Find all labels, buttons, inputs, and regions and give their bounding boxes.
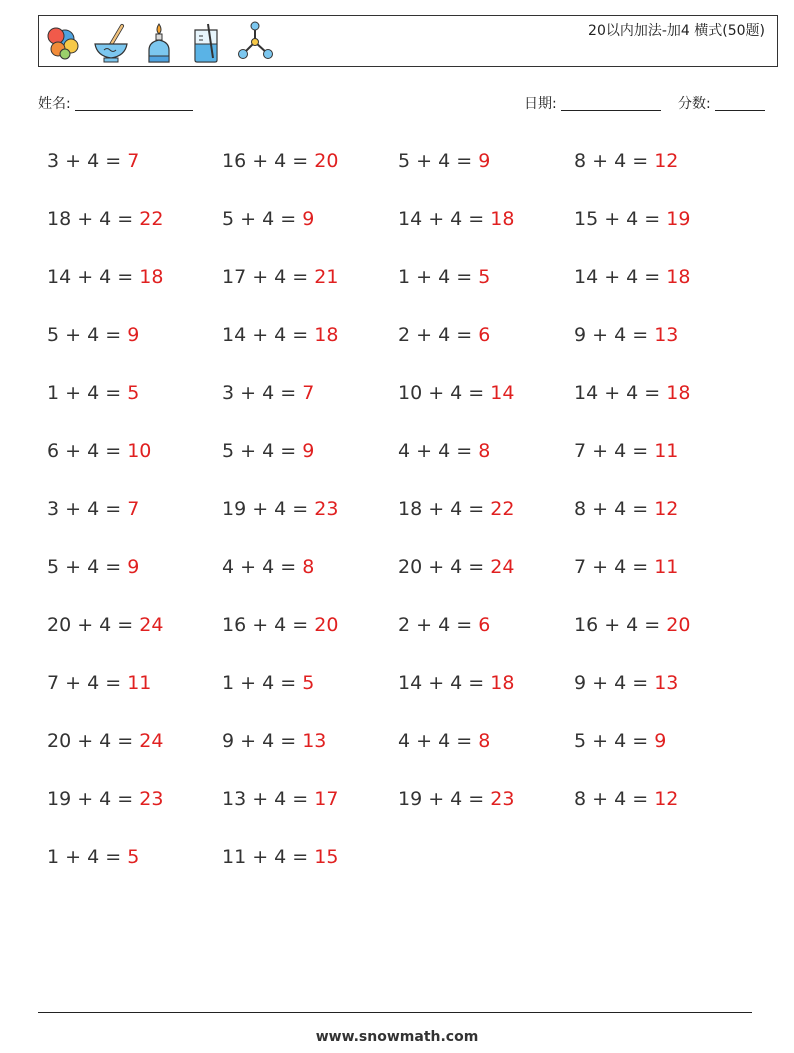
name-field xyxy=(38,93,193,113)
problem-answer: 5 xyxy=(302,672,315,694)
problem-question: 3 + 4 = xyxy=(47,150,128,172)
problem-question: 14 + 4 = xyxy=(222,324,315,346)
problem-question: 14 + 4 = xyxy=(47,266,140,288)
problem-question: 5 + 4 = xyxy=(398,150,479,172)
problem-item xyxy=(574,150,678,172)
problem-question: 19 + 4 = xyxy=(222,498,315,520)
problem-answer: 12 xyxy=(654,498,679,520)
problem-answer: 18 xyxy=(666,266,691,288)
problem-item xyxy=(398,266,490,288)
problem-question: 5 + 4 = xyxy=(47,324,128,346)
problem-item xyxy=(574,614,690,636)
date-blank[interactable] xyxy=(561,96,661,111)
problem-question: 14 + 4 = xyxy=(574,382,667,404)
problem-question: 8 + 4 = xyxy=(574,150,655,172)
footer-divider xyxy=(38,1012,752,1013)
problem-item xyxy=(47,150,139,172)
problem-item xyxy=(222,382,314,404)
problem-item xyxy=(222,556,314,578)
problem-item xyxy=(398,730,490,752)
problem-item xyxy=(574,672,678,694)
problem-answer: 9 xyxy=(302,440,315,462)
problem-question: 16 + 4 = xyxy=(574,614,667,636)
problem-question: 14 + 4 = xyxy=(574,266,667,288)
problem-item xyxy=(47,324,139,346)
problem-item xyxy=(222,266,338,288)
problem-answer: 13 xyxy=(654,672,679,694)
problem-answer: 20 xyxy=(314,150,339,172)
problem-question: 4 + 4 = xyxy=(222,556,303,578)
problem-answer: 13 xyxy=(654,324,679,346)
problem-item xyxy=(222,440,314,462)
problem-item xyxy=(47,672,151,694)
problem-answer: 12 xyxy=(654,150,679,172)
problem-answer: 5 xyxy=(127,846,140,868)
problem-item xyxy=(47,382,139,404)
problem-question: 2 + 4 = xyxy=(398,614,479,636)
score-label: 分数: xyxy=(678,96,711,112)
problem-item xyxy=(47,614,163,636)
problem-item xyxy=(222,846,338,868)
problem-answer: 24 xyxy=(139,730,164,752)
problem-answer: 13 xyxy=(302,730,327,752)
problem-item xyxy=(398,208,514,230)
problem-item xyxy=(574,498,678,520)
problem-question: 5 + 4 = xyxy=(222,208,303,230)
problem-item xyxy=(398,150,490,172)
problem-answer: 20 xyxy=(314,614,339,636)
problem-question: 13 + 4 = xyxy=(222,788,315,810)
problem-question: 15 + 4 = xyxy=(574,208,667,230)
problem-answer: 9 xyxy=(127,556,140,578)
problem-question: 20 + 4 = xyxy=(47,614,140,636)
problem-item xyxy=(47,788,163,810)
problem-question: 19 + 4 = xyxy=(398,788,491,810)
date-field xyxy=(524,93,661,113)
problem-answer: 11 xyxy=(654,556,679,578)
problem-question: 5 + 4 = xyxy=(47,556,128,578)
problem-item xyxy=(398,440,490,462)
problem-answer: 15 xyxy=(314,846,339,868)
problem-question: 8 + 4 = xyxy=(574,498,655,520)
problem-question: 14 + 4 = xyxy=(398,208,491,230)
problem-item xyxy=(222,498,338,520)
problem-item xyxy=(398,498,514,520)
problem-answer: 19 xyxy=(666,208,691,230)
problem-item xyxy=(574,556,678,578)
problem-answer: 10 xyxy=(127,440,152,462)
problem-item xyxy=(222,672,314,694)
problem-answer: 8 xyxy=(302,556,315,578)
problem-item xyxy=(47,556,139,578)
problem-answer: 18 xyxy=(139,266,164,288)
problem-answer: 24 xyxy=(490,556,515,578)
problem-question: 5 + 4 = xyxy=(222,440,303,462)
problem-item xyxy=(222,730,326,752)
molecule-icon xyxy=(235,18,275,64)
problem-item xyxy=(398,672,514,694)
problem-question: 4 + 4 = xyxy=(398,730,479,752)
problem-answer: 9 xyxy=(478,150,491,172)
problem-item xyxy=(222,788,338,810)
problem-item xyxy=(574,382,690,404)
problem-answer: 17 xyxy=(314,788,339,810)
problem-answer: 6 xyxy=(478,614,491,636)
problem-answer: 23 xyxy=(139,788,164,810)
problem-answer: 12 xyxy=(654,788,679,810)
problem-question: 14 + 4 = xyxy=(398,672,491,694)
header-icons xyxy=(43,18,275,64)
problem-question: 9 + 4 = xyxy=(574,324,655,346)
problem-item xyxy=(398,324,490,346)
problem-answer: 7 xyxy=(127,150,140,172)
problem-item xyxy=(398,556,514,578)
problem-item xyxy=(47,266,163,288)
problem-question: 7 + 4 = xyxy=(47,672,128,694)
problem-question: 1 + 4 = xyxy=(47,382,128,404)
problem-answer: 18 xyxy=(490,208,515,230)
problem-item xyxy=(574,324,678,346)
name-blank[interactable] xyxy=(75,96,193,111)
date-label: 日期: xyxy=(524,96,557,112)
problem-question: 19 + 4 = xyxy=(47,788,140,810)
problem-item xyxy=(222,208,314,230)
mortar-pestle-icon xyxy=(91,18,131,64)
problem-item xyxy=(574,266,690,288)
alcohol-lamp-icon xyxy=(139,18,179,64)
problem-question: 18 + 4 = xyxy=(398,498,491,520)
problem-item xyxy=(222,150,338,172)
problem-answer: 5 xyxy=(127,382,140,404)
problem-question: 16 + 4 = xyxy=(222,150,315,172)
problem-item xyxy=(47,440,151,462)
problem-item xyxy=(574,730,666,752)
score-field xyxy=(678,93,765,113)
footer-url: www.snowmath.com xyxy=(315,1029,479,1045)
score-blank[interactable] xyxy=(715,96,765,111)
problem-answer: 24 xyxy=(139,614,164,636)
problem-question: 17 + 4 = xyxy=(222,266,315,288)
problem-answer: 18 xyxy=(314,324,339,346)
problem-answer: 22 xyxy=(139,208,164,230)
problem-question: 20 + 4 = xyxy=(398,556,491,578)
problem-question: 7 + 4 = xyxy=(574,440,655,462)
problem-question: 18 + 4 = xyxy=(47,208,140,230)
problem-answer: 18 xyxy=(490,672,515,694)
problem-item xyxy=(222,324,338,346)
problem-question: 16 + 4 = xyxy=(222,614,315,636)
problem-question: 20 + 4 = xyxy=(47,730,140,752)
problem-item xyxy=(574,788,678,810)
problem-answer: 7 xyxy=(127,498,140,520)
problem-answer: 18 xyxy=(666,382,691,404)
problem-question: 7 + 4 = xyxy=(574,556,655,578)
problem-item xyxy=(47,730,163,752)
problem-answer: 9 xyxy=(302,208,315,230)
color-balls-icon xyxy=(43,18,83,64)
problem-answer: 7 xyxy=(302,382,315,404)
problem-question: 4 + 4 = xyxy=(398,440,479,462)
problem-item xyxy=(398,382,514,404)
problem-question: 1 + 4 = xyxy=(398,266,479,288)
problem-item xyxy=(398,788,514,810)
problem-answer: 22 xyxy=(490,498,515,520)
problem-question: 6 + 4 = xyxy=(47,440,128,462)
problem-answer: 11 xyxy=(127,672,152,694)
problem-item xyxy=(222,614,338,636)
problem-answer: 8 xyxy=(478,440,491,462)
problem-answer: 8 xyxy=(478,730,491,752)
problem-answer: 9 xyxy=(127,324,140,346)
header-box xyxy=(38,15,778,67)
problem-answer: 9 xyxy=(654,730,667,752)
problem-answer: 6 xyxy=(478,324,491,346)
problem-answer: 23 xyxy=(314,498,339,520)
problem-item xyxy=(47,208,163,230)
problem-question: 3 + 4 = xyxy=(222,382,303,404)
problem-answer: 20 xyxy=(666,614,691,636)
problem-question: 2 + 4 = xyxy=(398,324,479,346)
problem-item xyxy=(398,614,490,636)
name-label: 姓名: xyxy=(38,96,71,112)
problem-question: 9 + 4 = xyxy=(574,672,655,694)
problem-answer: 11 xyxy=(654,440,679,462)
problem-item xyxy=(574,208,690,230)
problem-item xyxy=(47,498,139,520)
problem-question: 8 + 4 = xyxy=(574,788,655,810)
problem-question: 1 + 4 = xyxy=(47,846,128,868)
problem-answer: 5 xyxy=(478,266,491,288)
problem-question: 1 + 4 = xyxy=(222,672,303,694)
problem-question: 3 + 4 = xyxy=(47,498,128,520)
problem-question: 9 + 4 = xyxy=(222,730,303,752)
problem-question: 5 + 4 = xyxy=(574,730,655,752)
problem-answer: 21 xyxy=(314,266,339,288)
problem-answer: 23 xyxy=(490,788,515,810)
problem-answer: 14 xyxy=(490,382,515,404)
problem-item xyxy=(47,846,139,868)
problem-question: 10 + 4 = xyxy=(398,382,491,404)
problem-question: 11 + 4 = xyxy=(222,846,315,868)
beaker-icon xyxy=(187,18,227,64)
problem-item xyxy=(574,440,678,462)
sheet-title: 20以内加法-加4 横式(50题) xyxy=(588,23,765,39)
